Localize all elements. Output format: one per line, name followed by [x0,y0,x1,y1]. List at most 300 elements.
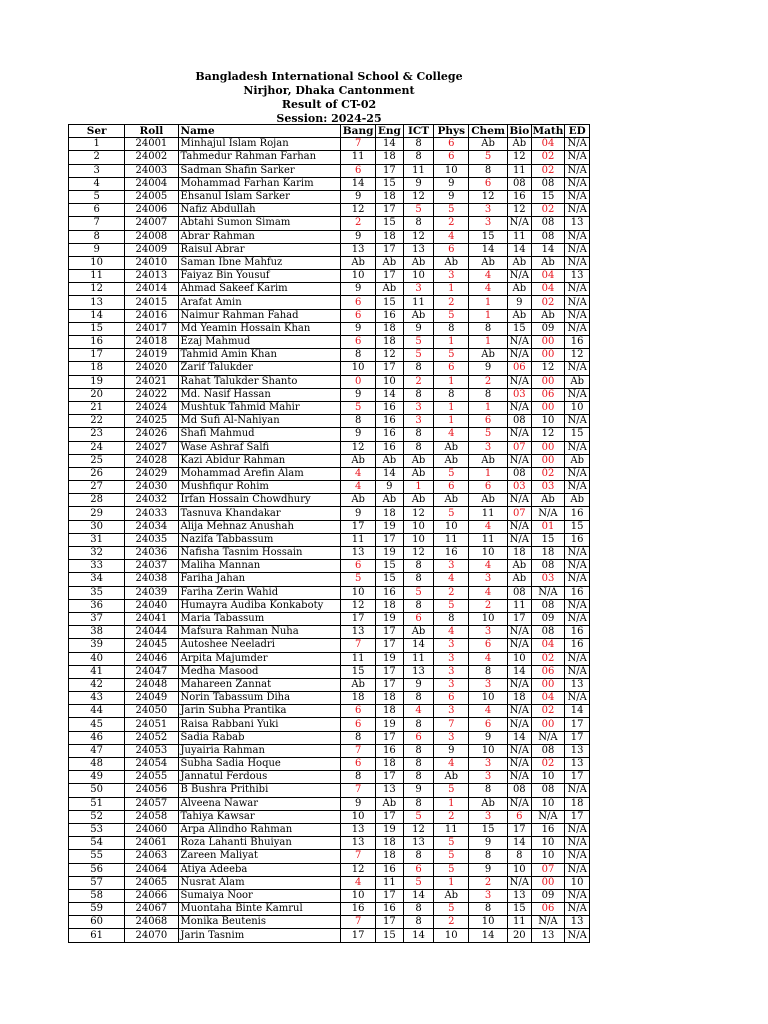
cell-ser: 15 [69,322,125,335]
cell-chem: 3 [469,810,508,823]
cell-math: 12 [531,428,565,441]
cell-chem: 4 [469,560,508,573]
cell-ict: 8 [403,744,434,757]
cell-ed: 15 [565,520,590,533]
cell-chem: Ab [469,797,508,810]
table-row [69,151,590,164]
cell-bang: 12 [341,599,376,612]
cell-chem: 8 [469,784,508,797]
cell-chem: 3 [469,441,508,454]
cell-phys: 4 [434,230,469,243]
cell-bang: Ab [341,256,376,269]
cell-name: Monika Beutenis [178,916,341,929]
table-row [69,138,590,151]
cell-bio: N/A [508,428,532,441]
cell-ser: 55 [69,850,125,863]
column-header-chem: Chem [469,125,508,138]
cell-ser: 31 [69,533,125,546]
cell-math: 00 [531,876,565,889]
cell-ser: 34 [69,573,125,586]
cell-chem: 8 [469,388,508,401]
cell-phys: 5 [434,850,469,863]
cell-ed: N/A [565,190,590,203]
cell-phys: Ab [434,494,469,507]
cell-ser: 44 [69,705,125,718]
cell-bang: 10 [341,810,376,823]
cell-eng: 17 [376,243,404,256]
cell-phys: 11 [434,823,469,836]
cell-roll: 24036 [125,547,178,560]
cell-eng: 16 [376,586,404,599]
table-row [69,388,590,401]
table-row [69,243,590,256]
cell-bio: N/A [508,401,532,414]
cell-roll: 24007 [125,217,178,230]
cell-ict: 9 [403,177,434,190]
cell-bang: 13 [341,823,376,836]
cell-ser: 25 [69,454,125,467]
cell-name: Mahareen Zannat [178,678,341,691]
cell-math: 03 [531,481,565,494]
cell-bang: 16 [341,903,376,916]
cell-bio: Ab [508,560,532,573]
cell-bang: 13 [341,243,376,256]
cell-math: 14 [531,243,565,256]
cell-math: 06 [531,388,565,401]
cell-ict: Ab [403,626,434,639]
table-row [69,612,590,625]
cell-chem: 3 [469,204,508,217]
cell-bang: 9 [341,428,376,441]
cell-eng: 15 [376,573,404,586]
cell-chem: 3 [469,771,508,784]
cell-math: 07 [531,863,565,876]
cell-bang: 10 [341,889,376,902]
cell-eng: 11 [376,876,404,889]
table-row [69,309,590,322]
cell-bang: 0 [341,375,376,388]
cell-ser: 46 [69,731,125,744]
cell-math: 02 [531,151,565,164]
cell-bio: 08 [508,177,532,190]
cell-chem: 4 [469,270,508,283]
cell-math: 09 [531,322,565,335]
table-row [69,771,590,784]
cell-bang: 6 [341,164,376,177]
cell-ict: 8 [403,771,434,784]
cell-chem: 9 [469,837,508,850]
cell-name: Fariha Zerin Wahid [178,586,341,599]
cell-phys: 1 [434,797,469,810]
cell-name: Irfan Hossain Chowdhury [178,494,341,507]
cell-ed: 13 [565,678,590,691]
cell-ser: 18 [69,362,125,375]
cell-ser: 39 [69,639,125,652]
cell-name: Jarin Tasnim [178,929,341,942]
cell-ser: 35 [69,586,125,599]
cell-ed: 17 [565,731,590,744]
cell-phys: 9 [434,744,469,757]
cell-phys: 6 [434,692,469,705]
cell-ict: 12 [403,823,434,836]
cell-ser: 3 [69,164,125,177]
cell-bang: 7 [341,784,376,797]
cell-bio: 08 [508,784,532,797]
cell-roll: 24067 [125,903,178,916]
table-row [69,929,590,942]
cell-name: Maria Tabassum [178,612,341,625]
table-row [69,692,590,705]
cell-roll: 24044 [125,626,178,639]
cell-phys: 3 [434,678,469,691]
cell-bio: 15 [508,322,532,335]
cell-ict: 3 [403,283,434,296]
cell-roll: 24070 [125,929,178,942]
table-row [69,916,590,929]
cell-roll: 24002 [125,151,178,164]
cell-phys: 6 [434,243,469,256]
cell-ict: 3 [403,415,434,428]
cell-bio: 16 [508,190,532,203]
table-row [69,599,590,612]
cell-bio: N/A [508,520,532,533]
cell-name: Abrar Rahman [178,230,341,243]
cell-ser: 19 [69,375,125,388]
cell-ed: N/A [565,309,590,322]
cell-roll: 24025 [125,415,178,428]
cell-ed: N/A [565,573,590,586]
cell-ser: 7 [69,217,125,230]
cell-bang: 7 [341,639,376,652]
cell-roll: 24040 [125,599,178,612]
cell-bang: 7 [341,744,376,757]
cell-ser: 17 [69,349,125,362]
table-row [69,204,590,217]
table-row [69,349,590,362]
cell-bio: 11 [508,230,532,243]
table-row [69,230,590,243]
cell-name: Atiya Adeeba [178,863,341,876]
cell-roll: 24049 [125,692,178,705]
cell-chem: 10 [469,547,508,560]
cell-name: Rahat Talukder Shanto [178,375,341,388]
cell-ict: 9 [403,784,434,797]
cell-ict: 12 [403,190,434,203]
cell-name: Medha Masood [178,665,341,678]
table-row [69,481,590,494]
cell-ed: N/A [565,652,590,665]
cell-ed: N/A [565,467,590,480]
cell-bio: N/A [508,533,532,546]
column-header-bang: Bang [341,125,376,138]
cell-ict: 9 [403,322,434,335]
cell-bang: 9 [341,322,376,335]
cell-ict: 5 [403,586,434,599]
cell-chem: 4 [469,652,508,665]
table-row [69,744,590,757]
cell-name: Sumaiya Noor [178,889,341,902]
cell-chem: 6 [469,415,508,428]
cell-math: 10 [531,797,565,810]
cell-name: Md. Nasif Hassan [178,388,341,401]
cell-ser: 54 [69,837,125,850]
cell-chem: 4 [469,705,508,718]
cell-bang: 7 [341,850,376,863]
table-row [69,375,590,388]
cell-ict: 3 [403,401,434,414]
cell-bang: 9 [341,230,376,243]
cell-roll: 24005 [125,190,178,203]
cell-eng: 17 [376,665,404,678]
cell-bio: 14 [508,731,532,744]
cell-chem: 8 [469,850,508,863]
table-row [69,362,590,375]
cell-ser: 21 [69,401,125,414]
table-header-row [69,125,590,138]
cell-bang: 7 [341,916,376,929]
cell-chem: 10 [469,744,508,757]
cell-phys: 2 [434,586,469,599]
cell-roll: 24032 [125,494,178,507]
cell-eng: 18 [376,322,404,335]
cell-ser: 52 [69,810,125,823]
cell-ict: 6 [403,731,434,744]
cell-bang: 9 [341,797,376,810]
cell-chem: 11 [469,533,508,546]
cell-bio: N/A [508,771,532,784]
cell-ict: 13 [403,837,434,850]
cell-math: 08 [531,599,565,612]
cell-roll: 24066 [125,889,178,902]
cell-eng: 17 [376,771,404,784]
cell-ict: 8 [403,916,434,929]
column-header-ed: ED [565,125,590,138]
report-header [68,70,590,126]
cell-bang: 8 [341,771,376,784]
cell-bang: 6 [341,718,376,731]
cell-chem: 1 [469,296,508,309]
cell-name: Abtahi Sumon Simam [178,217,341,230]
table-row [69,415,590,428]
cell-math: N/A [531,916,565,929]
cell-eng: 17 [376,626,404,639]
cell-roll: 24020 [125,362,178,375]
cell-ict: 14 [403,929,434,942]
table-row [69,876,590,889]
cell-ict: 10 [403,270,434,283]
cell-ict: 6 [403,612,434,625]
cell-math: 08 [531,626,565,639]
cell-chem: 3 [469,217,508,230]
cell-phys: Ab [434,771,469,784]
cell-eng: Ab [376,797,404,810]
cell-name: Faiyaz Bin Yousuf [178,270,341,283]
cell-ser: 8 [69,230,125,243]
table-row [69,665,590,678]
cell-eng: 17 [376,810,404,823]
cell-chem: 2 [469,599,508,612]
cell-roll: 24015 [125,296,178,309]
cell-bang: 11 [341,533,376,546]
cell-bio: 08 [508,415,532,428]
cell-chem: 14 [469,929,508,942]
cell-ed: N/A [565,283,590,296]
cell-roll: 24014 [125,283,178,296]
cell-ed: N/A [565,481,590,494]
cell-eng: 16 [376,309,404,322]
cell-bang: 6 [341,309,376,322]
cell-ed: 16 [565,533,590,546]
cell-bio: N/A [508,454,532,467]
cell-ict: 8 [403,797,434,810]
cell-name: Arpita Majumder [178,652,341,665]
cell-phys: 10 [434,520,469,533]
cell-bang: 12 [341,863,376,876]
cell-bio: Ab [508,309,532,322]
cell-roll: 24041 [125,612,178,625]
cell-name: Ezaj Mahmud [178,336,341,349]
cell-name: Arpa Alindho Rahman [178,823,341,836]
cell-name: Alija Mehnaz Anushah [178,520,341,533]
column-header-ict: ICT [403,125,434,138]
cell-ser: 40 [69,652,125,665]
cell-ict: Ab [403,454,434,467]
cell-bang: 9 [341,283,376,296]
cell-math: 16 [531,823,565,836]
cell-chem: 10 [469,916,508,929]
cell-math: 02 [531,204,565,217]
cell-name: Minhajul Islam Rojan [178,138,341,151]
cell-chem: 9 [469,362,508,375]
table-row [69,454,590,467]
cell-phys: 5 [434,599,469,612]
cell-ser: 48 [69,758,125,771]
cell-bio: N/A [508,217,532,230]
cell-ed: 15 [565,428,590,441]
cell-name: Kazi Abidur Rahman [178,454,341,467]
cell-chem: 6 [469,639,508,652]
cell-eng: 17 [376,889,404,902]
cell-ser: 13 [69,296,125,309]
cell-bang: 9 [341,507,376,520]
cell-roll: 24047 [125,665,178,678]
cell-phys: 3 [434,270,469,283]
cell-eng: 17 [376,533,404,546]
cell-chem: 6 [469,481,508,494]
cell-chem: 11 [469,507,508,520]
cell-bang: 4 [341,876,376,889]
cell-eng: 16 [376,903,404,916]
cell-ict: 5 [403,204,434,217]
cell-math: N/A [531,731,565,744]
cell-bang: 5 [341,401,376,414]
cell-phys: 3 [434,705,469,718]
cell-ser: 41 [69,665,125,678]
cell-name: Ahmad Sakeef Karim [178,283,341,296]
table-row [69,164,590,177]
cell-eng: 19 [376,652,404,665]
cell-chem: 3 [469,758,508,771]
cell-math: 09 [531,889,565,902]
table-row [69,705,590,718]
cell-chem: 9 [469,863,508,876]
cell-roll: 24024 [125,401,178,414]
cell-phys: 3 [434,652,469,665]
cell-eng: 16 [376,863,404,876]
cell-name: Nafiz Abdullah [178,204,341,217]
cell-ict: 8 [403,718,434,731]
cell-ed: 13 [565,758,590,771]
cell-math: 10 [531,837,565,850]
cell-math: 02 [531,164,565,177]
cell-name: Tahiya Kawsar [178,810,341,823]
cell-name: Muontaha Binte Kamrul [178,903,341,916]
cell-chem: 6 [469,177,508,190]
table-row [69,626,590,639]
cell-bang: 13 [341,626,376,639]
cell-chem: 6 [469,718,508,731]
cell-ed: N/A [565,903,590,916]
cell-ict: 5 [403,336,434,349]
cell-bang: 14 [341,177,376,190]
cell-eng: 16 [376,441,404,454]
cell-name: Mohammad Farhan Karim [178,177,341,190]
table-row [69,560,590,573]
cell-name: Zareen Maliyat [178,850,341,863]
cell-ser: 5 [69,190,125,203]
cell-phys: 1 [434,401,469,414]
cell-ed: N/A [565,837,590,850]
cell-math: N/A [531,507,565,520]
cell-ser: 47 [69,744,125,757]
table-row [69,520,590,533]
cell-bio: 10 [508,863,532,876]
table-row [69,758,590,771]
cell-ed: N/A [565,322,590,335]
cell-name: Arafat Amin [178,296,341,309]
cell-ict: Ab [403,256,434,269]
cell-chem: 4 [469,283,508,296]
cell-ser: 59 [69,903,125,916]
cell-eng: 18 [376,190,404,203]
table-row [69,507,590,520]
cell-phys: 2 [434,217,469,230]
cell-ser: 57 [69,876,125,889]
cell-ed: N/A [565,415,590,428]
cell-roll: 24056 [125,784,178,797]
cell-roll: 24060 [125,823,178,836]
cell-ser: 27 [69,481,125,494]
cell-ed: N/A [565,599,590,612]
cell-eng: 17 [376,362,404,375]
cell-ict: 11 [403,164,434,177]
cell-roll: 24058 [125,810,178,823]
cell-bio: 03 [508,388,532,401]
cell-ict: 8 [403,441,434,454]
cell-roll: 24051 [125,718,178,731]
cell-eng: 15 [376,929,404,942]
cell-name: Nusrat Alam [178,876,341,889]
cell-math: Ab [531,494,565,507]
cell-ser: 37 [69,612,125,625]
cell-bio: 03 [508,481,532,494]
cell-math: 08 [531,560,565,573]
table-row [69,837,590,850]
cell-bio: 14 [508,243,532,256]
cell-bang: 17 [341,929,376,942]
cell-bang: 8 [341,415,376,428]
cell-ser: 16 [69,336,125,349]
